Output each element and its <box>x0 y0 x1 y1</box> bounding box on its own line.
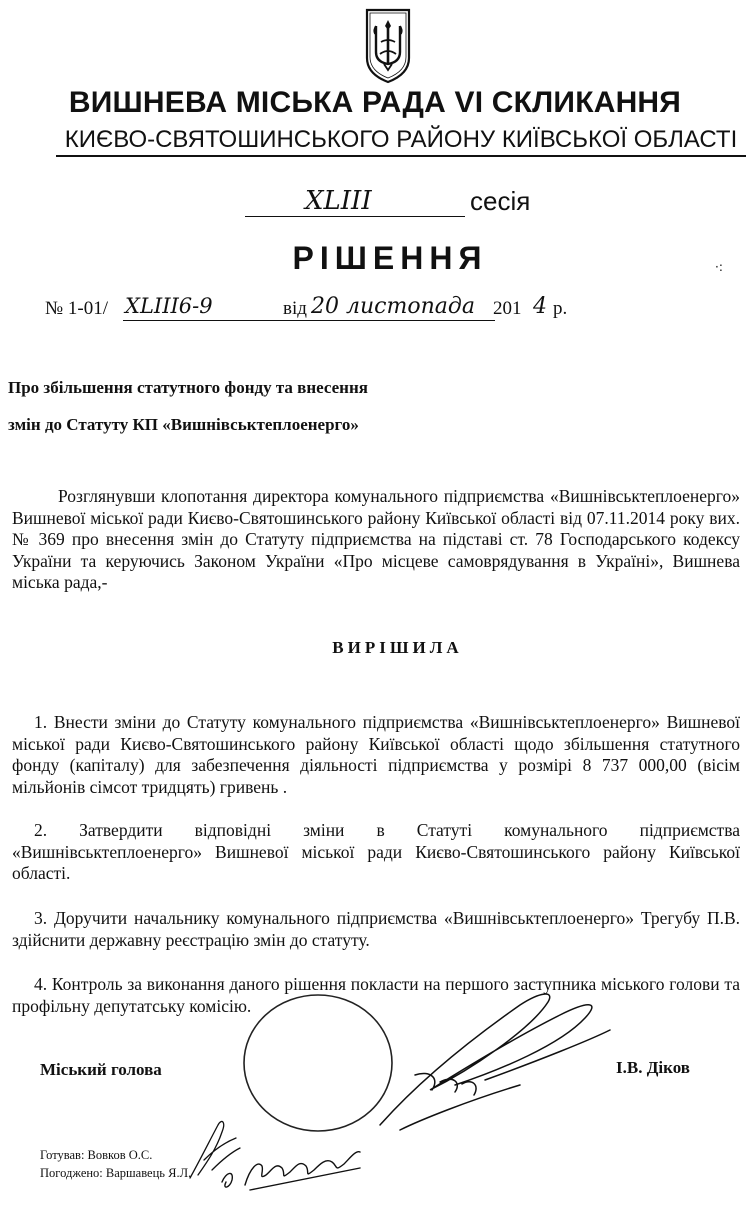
council-title: ВИШНЕВА МІСЬКА РАДА VI СКЛИКАННЯ <box>68 86 682 119</box>
session-label: сесія <box>470 186 531 216</box>
decision-item-1: 1. Внести зміни до Статуту комунального підприємства «Вишнівськтеплоенерго» Вишневої міської ради Києво-Святошинського району Київської області щодо збільшення статутного фонду (капіталу) для забезпечення діяльності підприємства у розмірі 8 737 000,00 (вісім мільйонів сімсот тридцять) гривень . <box>12 712 740 797</box>
district-title: КИЄВО-СВЯТОШИНСЬКОГО РАЙОНУ КИЇВСЬКОЇ ОБЛАСТІ <box>64 126 738 153</box>
year-handwritten: 4 <box>533 294 547 319</box>
intro-paragraph: Розглянувши клопотання директора комунального підприємства «Вишнівськтеплоенерго» Вишневої міської ради Києво-Святошинського району Київської області від 07.11.2014 року вих. № 369 про внесення змін до Статуту підприємства на підставі ст. 78 Господарського кодексу України та керуючись Законом України «Про місцеве самоврядування в Україні», Вишнева міська рада,- <box>12 486 740 592</box>
decision-number-value: XLIII6-9 <box>125 294 213 318</box>
decision-title: РІШЕННЯ <box>292 240 488 276</box>
signatory-name: І.В. Діков <box>616 1058 690 1077</box>
approver-signature <box>222 1152 360 1190</box>
preparer-signature <box>190 1121 240 1178</box>
trident-coat-of-arms-icon <box>363 8 413 84</box>
year-prefix: 201 <box>493 298 522 319</box>
decided-heading: ВИРІШИЛА <box>332 638 463 657</box>
decision-item-3: 3. Доручити начальнику комунального підприємства «Вишнівськтеплоенерго» Трегубу П.В. здійснити державну реєстрацію змін до статуту. <box>12 908 740 950</box>
date-prefix: від <box>283 298 307 319</box>
prepared-by: Готував: Вовков О.С. <box>40 1148 153 1162</box>
signatory-position: Міський голова <box>40 1060 162 1079</box>
header-divider <box>56 155 746 157</box>
session-number-handwritten: XLIII <box>305 186 372 216</box>
date-handwritten: 20 листопада <box>311 294 495 321</box>
subject-line-2: змін до Статуту КП «Вишнівськтеплоенерго» <box>8 415 359 434</box>
decision-number-prefix: № 1-01/ <box>45 298 108 319</box>
stray-ink-mark: ·: <box>715 260 723 274</box>
year-suffix: р. <box>553 298 568 319</box>
subject-line-1: Про збільшення статутного фонду та внесення <box>8 378 368 397</box>
decision-item-2: 2. Затвердити відповідні зміни в Статуті комунального підприємства «Вишнівськтеплоенерго» Вишневої міської ради Києво-Святошинського району Київської області. <box>12 820 740 883</box>
agreed-by: Погоджено: Варшавець Я.Л. <box>40 1166 192 1180</box>
decision-item-4: 4. Контроль за виконання даного рішення покласти на першого заступника міського голови та профільну депутатську комісію. <box>12 974 740 1016</box>
decision-number-row <box>45 294 605 324</box>
